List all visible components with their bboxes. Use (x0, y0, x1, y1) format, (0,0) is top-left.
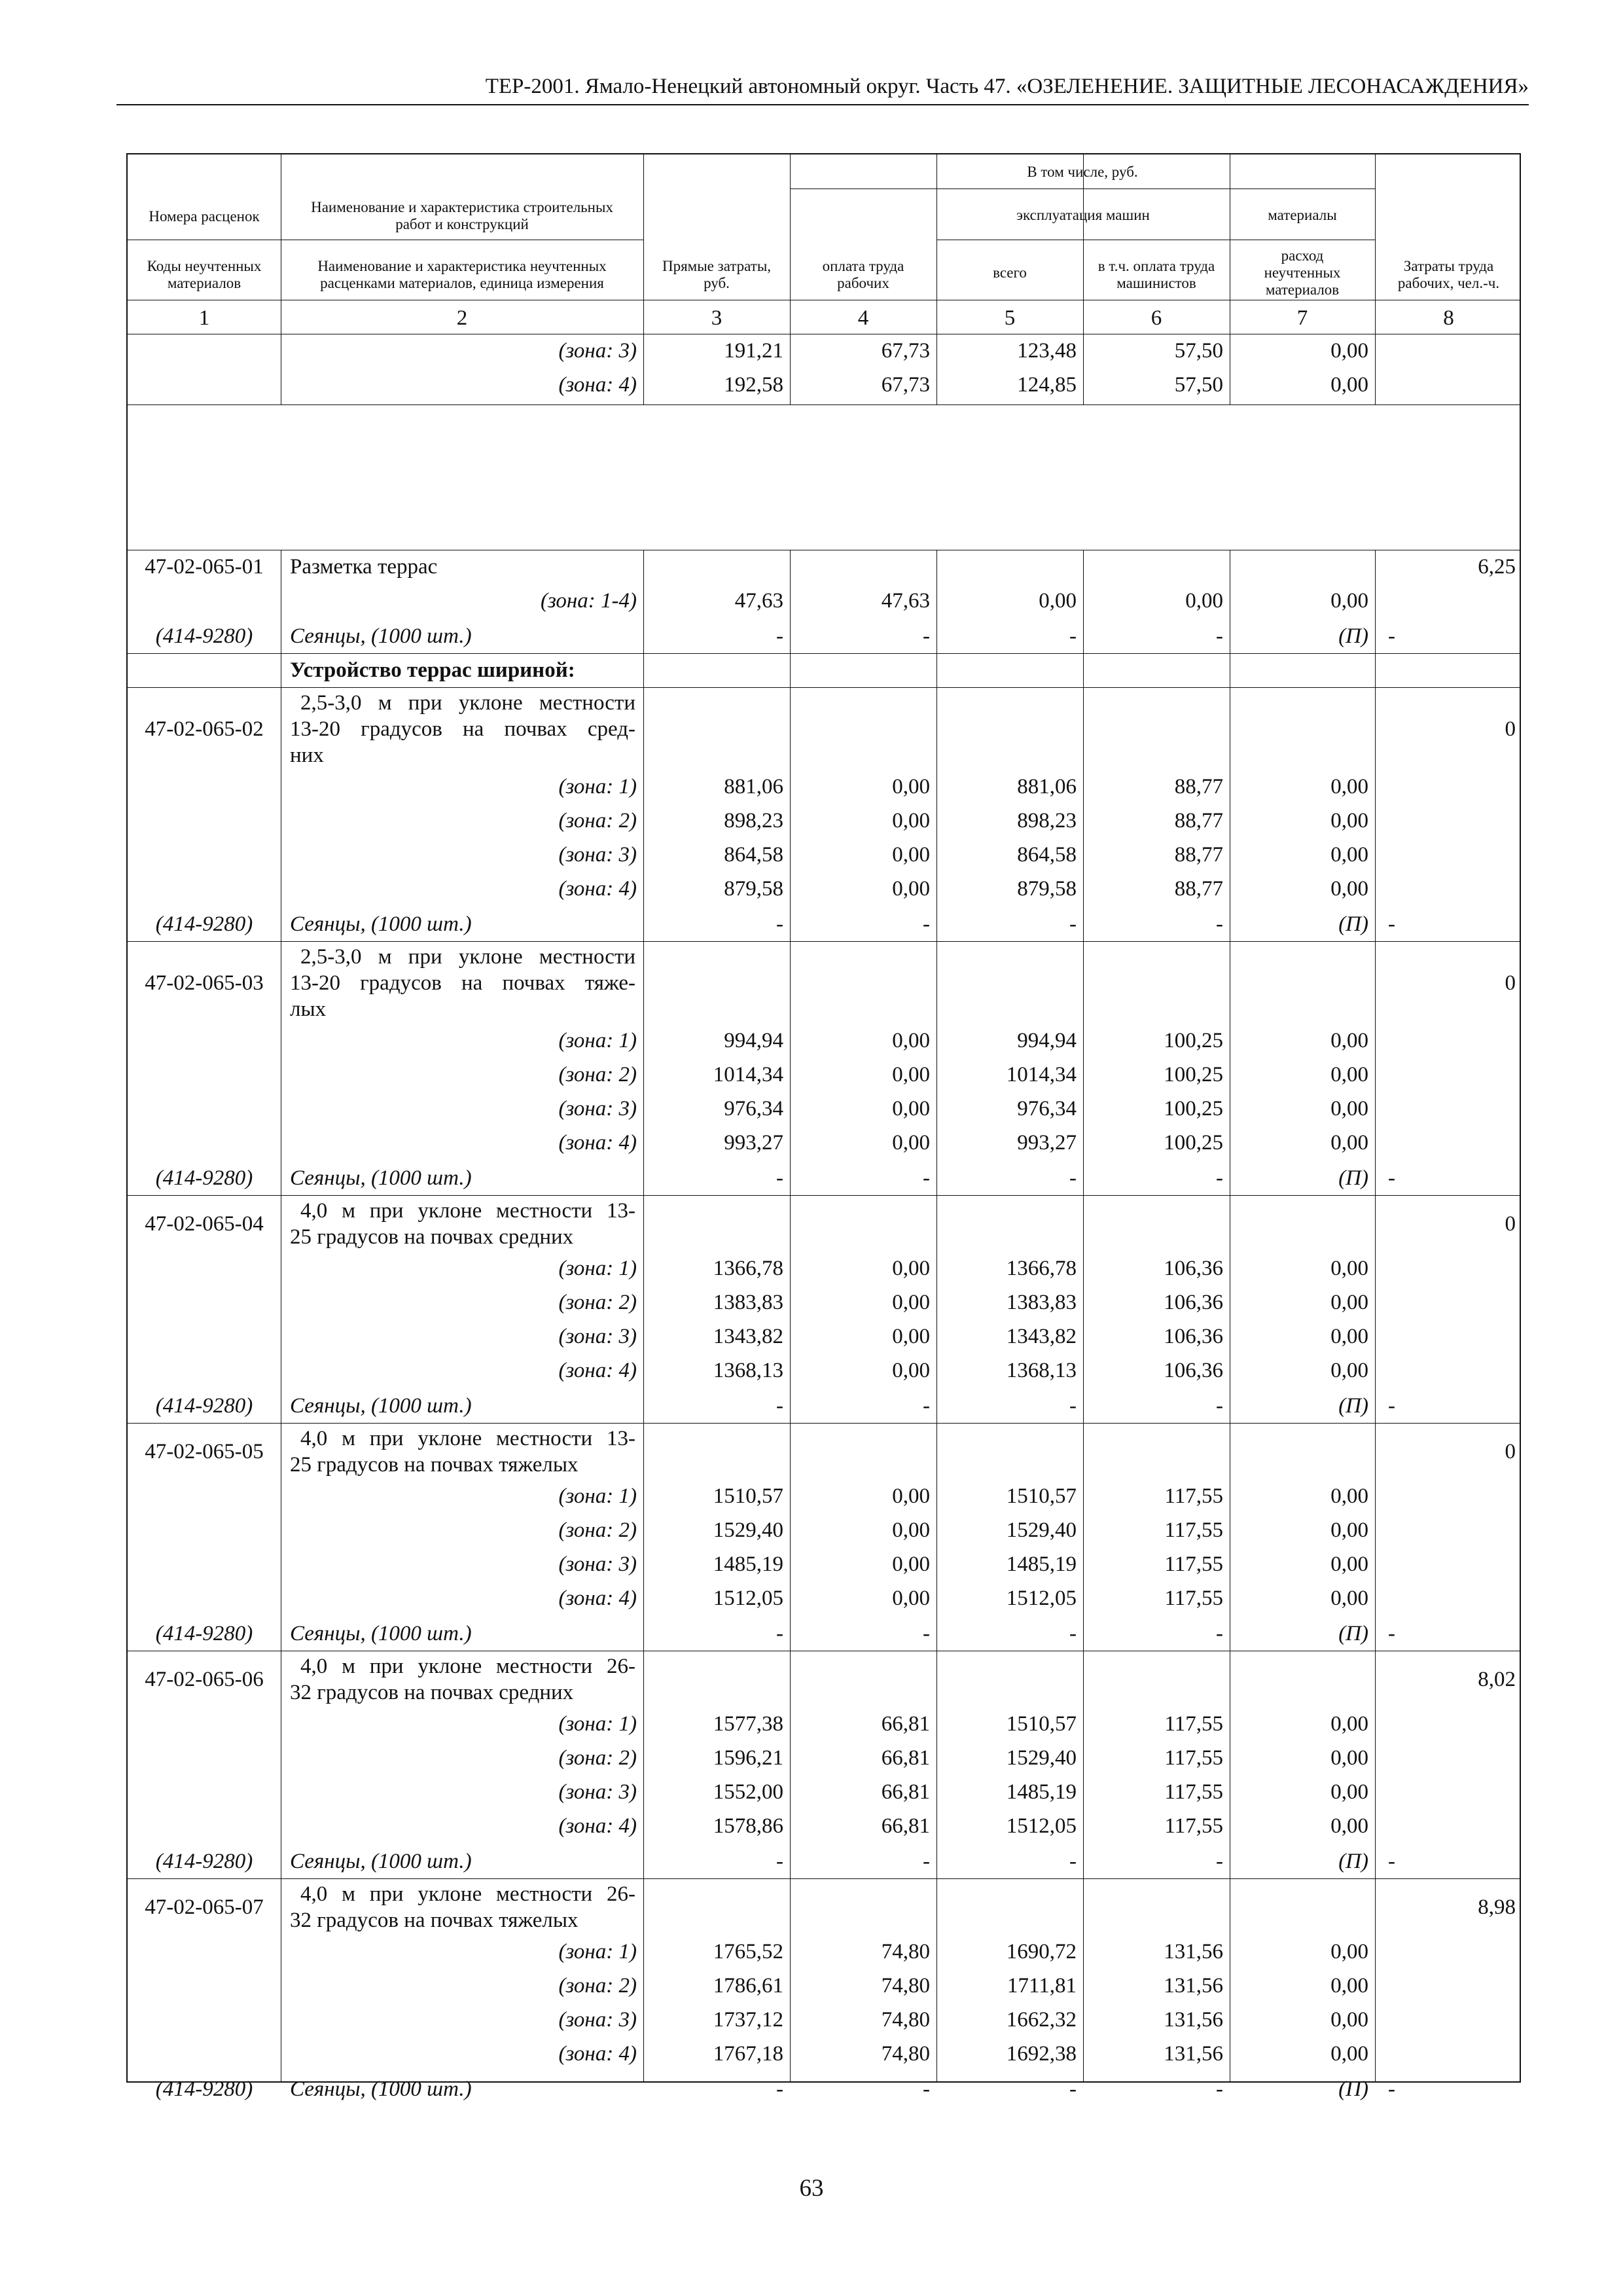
rate-code: 47-02-065-05 (145, 1440, 264, 1463)
value-cell: 117,55 (1164, 1518, 1223, 1542)
value-cell: 1711,81 (1007, 1974, 1077, 1998)
group-header-rule (790, 188, 1375, 189)
value-cell: 1510,57 (713, 1484, 783, 1508)
value-cell: 117,55 (1164, 1780, 1223, 1804)
value-cell: 66,81 (881, 1712, 930, 1736)
labor-value: 6,25 (1478, 555, 1516, 579)
material-dash: - (1216, 1850, 1223, 1873)
row-rule (128, 1423, 1520, 1424)
labor-value: 0 (1505, 717, 1516, 741)
labor-dash: - (1388, 1622, 1395, 1645)
material-dash: - (776, 912, 783, 936)
value-cell: 0,00 (892, 877, 930, 901)
value-cell: 1662,32 (1006, 2008, 1077, 2032)
colnum-2: 2 (456, 306, 468, 330)
value-cell: 66,81 (881, 1746, 930, 1770)
col4-header: оплата труда рабочих (822, 258, 904, 291)
value-cell: 57,50 (1174, 373, 1223, 397)
value-cell: 88,77 (1174, 775, 1223, 798)
zone-label: (зона: 1) (558, 1484, 637, 1508)
value-cell: 0,00 (892, 843, 930, 867)
material-name: Сеянцы, (1000 шт.) (290, 912, 472, 936)
colnum-3: 3 (711, 306, 722, 330)
material-code: (414-9280) (155, 912, 253, 936)
material-note: (П) (1338, 2077, 1368, 2101)
value-cell: 0,00 (892, 1552, 930, 1576)
value-cell: 66,81 (881, 1814, 930, 1838)
material-dash: - (1069, 1394, 1077, 1418)
material-dash: - (776, 1394, 783, 1418)
value-cell: 0,00 (1330, 1518, 1368, 1542)
material-dash: - (923, 1622, 930, 1645)
value-cell: 1512,05 (713, 1587, 783, 1610)
value-cell: 0,00 (1330, 843, 1368, 867)
value-cell: 0,00 (1330, 1291, 1368, 1314)
item-description-line: 4,0 м при уклоне местности 26- (300, 1882, 635, 1906)
value-cell: 47,63 (881, 589, 930, 613)
row-rule (128, 653, 1520, 654)
material-dash: - (1069, 1166, 1077, 1190)
colnum-8: 8 (1443, 306, 1454, 330)
value-cell: 0,00 (1330, 373, 1368, 397)
material-name: Сеянцы, (1000 шт.) (290, 2077, 472, 2101)
labor-dash: - (1388, 2077, 1395, 2101)
item-description-line: 4,0 м при уклоне местности 13- (300, 1427, 635, 1450)
item-description-line: них (290, 744, 324, 767)
value-cell: 1512,05 (1006, 1587, 1077, 1610)
value-cell: 976,34 (724, 1097, 783, 1121)
labor-dash: - (1388, 912, 1395, 936)
value-cell: 117,55 (1164, 1712, 1223, 1736)
value-cell: 1786,61 (713, 1974, 783, 1998)
material-dash: - (1216, 912, 1223, 936)
col5-header: всего (993, 264, 1027, 281)
value-cell: 0,00 (1330, 1257, 1368, 1280)
value-cell: 131,56 (1164, 2042, 1223, 2066)
value-cell: 106,36 (1164, 1257, 1223, 1280)
material-name: Сеянцы, (1000 шт.) (290, 1622, 472, 1645)
rate-code: 47-02-065-06 (145, 1668, 264, 1691)
value-cell: 0,00 (1330, 589, 1368, 613)
value-cell: 131,56 (1164, 2008, 1223, 2032)
value-cell: 0,00 (1330, 339, 1368, 363)
value-cell: 1512,05 (1006, 1814, 1077, 1838)
material-dash: - (776, 1166, 783, 1190)
value-cell: 1529,40 (713, 1518, 783, 1542)
value-cell: 1368,13 (1006, 1359, 1077, 1382)
value-cell: 47,63 (734, 589, 783, 613)
value-cell: 1552,00 (713, 1780, 783, 1804)
value-cell: 117,55 (1164, 1484, 1223, 1508)
row-rule (128, 1195, 1520, 1196)
value-cell: 0,00 (1330, 1063, 1368, 1086)
value-cell: 0,00 (892, 809, 930, 833)
value-cell: 1690,72 (1006, 1940, 1077, 1964)
zone-label: (зона: 4) (558, 1587, 637, 1610)
zone-label: (зона: 3) (558, 1552, 637, 1576)
zone-label: (зона: 1) (558, 1712, 637, 1736)
value-cell: 74,80 (881, 2008, 930, 2032)
material-dash: - (1069, 1850, 1077, 1873)
colnum-4: 4 (857, 306, 869, 330)
value-cell: 1014,34 (1006, 1063, 1077, 1086)
zone-label: (зона: 2) (558, 1974, 637, 1998)
zone-label: (зона: 2) (558, 1746, 637, 1770)
zone-label: (зона: 4) (558, 373, 637, 397)
item-description-line: 25 градусов на почвах средних (290, 1225, 574, 1249)
value-cell: 1383,83 (713, 1291, 783, 1314)
material-dash: - (1216, 1166, 1223, 1190)
labor-value: 0 (1505, 971, 1516, 995)
row-rule (128, 687, 1520, 688)
material-note: (П) (1338, 912, 1368, 936)
labor-value: 8,98 (1478, 1895, 1516, 1919)
material-dash: - (776, 1850, 783, 1873)
zone-label: (зона: 3) (558, 1325, 637, 1348)
item-description-line: 13-20 градусов на почвах сред- (290, 717, 635, 741)
value-cell: 1767,18 (713, 2042, 783, 2066)
material-dash: - (923, 1166, 930, 1190)
value-cell: 0,00 (1185, 589, 1223, 613)
col3-header: Прямые затраты, руб. (662, 258, 772, 291)
value-cell: 1343,82 (1006, 1325, 1077, 1348)
material-code: (414-9280) (155, 1850, 253, 1873)
material-name: Сеянцы, (1000 шт.) (290, 1166, 472, 1190)
group-header: В том числе, руб. (1027, 164, 1138, 180)
zone-label: (зона: 3) (558, 2008, 637, 2032)
value-cell: 131,56 (1164, 1940, 1223, 1964)
material-note: (П) (1338, 1622, 1368, 1645)
value-cell: 100,25 (1164, 1063, 1223, 1086)
value-cell: 1014,34 (713, 1063, 783, 1086)
page-number: 63 (799, 2175, 824, 2202)
value-cell: 67,73 (881, 339, 930, 363)
value-cell: 1692,38 (1006, 2042, 1077, 2066)
colnum-7: 7 (1296, 306, 1308, 330)
value-cell: 0,00 (1330, 1325, 1368, 1348)
value-cell: 1510,57 (1006, 1484, 1077, 1508)
value-cell: 131,56 (1164, 1974, 1223, 1998)
labor-value: 8,02 (1478, 1668, 1516, 1691)
value-cell: 1510,57 (1006, 1712, 1077, 1736)
value-cell: 879,58 (1017, 877, 1077, 901)
zone-label: (зона: 3) (558, 843, 637, 867)
value-cell: 0,00 (1330, 2008, 1368, 2032)
value-cell: 1485,19 (1006, 1552, 1077, 1576)
section-band-top-rule (128, 404, 1520, 405)
material-dash: - (923, 912, 930, 936)
value-cell: 1368,13 (713, 1359, 783, 1382)
value-cell: 74,80 (881, 1974, 930, 1998)
material-code: (414-9280) (155, 1622, 253, 1645)
zone-label: (зона: 1) (558, 775, 637, 798)
value-cell: 0,00 (1330, 1712, 1368, 1736)
col8-header: Затраты труда рабочих, чел.-ч. (1397, 258, 1500, 291)
zone-label: (зона: 4) (558, 1814, 637, 1838)
value-cell: 0,00 (1330, 1814, 1368, 1838)
material-code: (414-9280) (155, 624, 253, 648)
value-cell: 0,00 (1330, 1587, 1368, 1610)
item-description-line: 2,5-3,0 м при уклоне местности (300, 945, 635, 969)
value-cell: 74,80 (881, 1940, 930, 1964)
material-dash: - (1216, 1622, 1223, 1645)
zone-label: (зона: 4) (558, 877, 637, 901)
value-cell: 106,36 (1164, 1359, 1223, 1382)
rate-code: 47-02-065-02 (145, 717, 264, 741)
colnum-5: 5 (1004, 306, 1016, 330)
value-cell: 0,00 (1330, 1552, 1368, 1576)
value-cell: 1578,86 (713, 1814, 783, 1838)
value-cell: 0,00 (1330, 1780, 1368, 1804)
zone-label: (зона: 3) (558, 339, 637, 363)
value-cell: 0,00 (1330, 1746, 1368, 1770)
value-cell: 123,48 (1017, 339, 1077, 363)
row-rule (128, 1878, 1520, 1879)
header-rule (116, 104, 1529, 105)
value-cell: 0,00 (1330, 1029, 1368, 1052)
material-dash: - (923, 2077, 930, 2101)
value-cell: 88,77 (1174, 843, 1223, 867)
value-cell: 117,55 (1164, 1814, 1223, 1838)
material-name: Сеянцы, (1000 шт.) (290, 1850, 472, 1873)
value-cell: 88,77 (1174, 877, 1223, 901)
value-cell: 57,50 (1174, 339, 1223, 363)
value-cell: 100,25 (1164, 1131, 1223, 1155)
rate-code: 47-02-065-03 (145, 971, 264, 995)
value-cell: 993,27 (724, 1131, 783, 1155)
value-cell: 192,58 (724, 373, 783, 397)
item-description-line: 2,5-3,0 м при уклоне местности (300, 691, 635, 715)
value-cell: 993,27 (1017, 1131, 1077, 1155)
value-cell: 864,58 (724, 843, 783, 867)
value-cell: 0,00 (1330, 1974, 1368, 1998)
material-note: (П) (1338, 624, 1368, 648)
col6-header: в т.ч. оплата труда машинистов (1097, 258, 1215, 291)
value-cell: 0,00 (892, 1029, 930, 1052)
rates-table (126, 153, 1521, 2101)
value-cell: 994,94 (1017, 1029, 1077, 1052)
labor-dash: - (1388, 1394, 1395, 1418)
row-rule (128, 941, 1520, 942)
labor-value: 0 (1505, 1440, 1516, 1463)
value-cell: 0,00 (892, 1325, 930, 1348)
value-cell: 1596,21 (713, 1746, 783, 1770)
value-cell: 191,21 (724, 339, 783, 363)
zone-label: (зона: 1-4) (540, 589, 637, 613)
value-cell: 0,00 (1330, 1484, 1368, 1508)
item-description-line: 4,0 м при уклоне местности 13- (300, 1199, 635, 1223)
material-dash: - (776, 624, 783, 648)
value-cell: 0,00 (892, 1291, 930, 1314)
value-cell: 1485,19 (1006, 1780, 1077, 1804)
material-dash: - (1069, 912, 1077, 936)
value-cell: 0,00 (892, 1484, 930, 1508)
value-cell: 0,00 (892, 1587, 930, 1610)
rate-code: 47-02-065-04 (145, 1212, 264, 1236)
value-cell: 1343,82 (713, 1325, 783, 1348)
value-cell: 0,00 (892, 1359, 930, 1382)
col1-top-header: Номера расценок (149, 208, 260, 224)
value-cell: 100,25 (1164, 1097, 1223, 1121)
value-cell: 67,73 (881, 373, 930, 397)
value-cell: 898,23 (1017, 809, 1077, 833)
value-cell: 0,00 (1330, 809, 1368, 833)
value-cell: 124,85 (1017, 373, 1077, 397)
material-note: (П) (1338, 1166, 1368, 1190)
value-cell: 976,34 (1017, 1097, 1077, 1121)
zone-label: (зона: 1) (558, 1940, 637, 1964)
value-cell: 1529,40 (1006, 1518, 1077, 1542)
value-cell: 0,00 (1039, 589, 1077, 613)
value-cell: 0,00 (892, 1097, 930, 1121)
zone-label: (зона: 3) (558, 1097, 637, 1121)
value-cell: 0,00 (1330, 1359, 1368, 1382)
value-cell: 117,55 (1164, 1746, 1223, 1770)
value-cell: 1529,40 (1006, 1746, 1077, 1770)
material-dash: - (1069, 1622, 1077, 1645)
value-cell: 1383,83 (1006, 1291, 1077, 1314)
material-name: Сеянцы, (1000 шт.) (290, 624, 472, 648)
material-dash: - (1069, 624, 1077, 648)
material-note: (П) (1338, 1394, 1368, 1418)
material-code: (414-9280) (155, 1394, 253, 1418)
value-cell: 0,00 (892, 775, 930, 798)
item-description-line: 13-20 градусов на почвах тяже- (290, 971, 635, 995)
value-cell: 106,36 (1164, 1325, 1223, 1348)
item-description-line: 25 градусов на почвах тяжелых (290, 1453, 579, 1477)
material-dash: - (776, 1622, 783, 1645)
material-dash: - (1216, 624, 1223, 648)
zone-label: (зона: 4) (558, 1359, 637, 1382)
value-cell: 898,23 (724, 809, 783, 833)
value-cell: 879,58 (724, 877, 783, 901)
group-heading: Устройство террас шириной: (290, 658, 575, 682)
value-cell: 881,06 (724, 775, 783, 798)
material-dash: - (1216, 2077, 1223, 2101)
col7-header: расход неучтенных материалов (1264, 247, 1341, 298)
material-dash: - (1216, 1394, 1223, 1418)
value-cell: 1366,78 (1006, 1257, 1077, 1280)
zone-label: (зона: 2) (558, 1291, 637, 1314)
value-cell: 0,00 (1330, 1097, 1368, 1121)
zone-label: (зона: 2) (558, 1518, 637, 1542)
material-name: Сеянцы, (1000 шт.) (290, 1394, 472, 1418)
value-cell: 106,36 (1164, 1291, 1223, 1314)
value-cell: 0,00 (1330, 1131, 1368, 1155)
value-cell: 0,00 (1330, 2042, 1368, 2066)
zone-label: (зона: 2) (558, 1063, 637, 1086)
band-background (129, 404, 1518, 550)
material-dash: - (1069, 2077, 1077, 2101)
value-cell: 0,00 (892, 1518, 930, 1542)
value-cell: 117,55 (1164, 1552, 1223, 1576)
value-cell: 0,00 (1330, 1940, 1368, 1964)
col1-bottom-header: Коды неучтенных материалов (147, 258, 262, 291)
value-cell: 1737,12 (713, 2008, 783, 2032)
value-cell: 66,81 (881, 1780, 930, 1804)
labor-dash: - (1388, 1166, 1395, 1190)
rate-code: 47-02-065-01 (145, 555, 264, 579)
material-dash: - (923, 624, 930, 648)
value-cell: 1366,78 (713, 1257, 783, 1280)
zone-label: (зона: 3) (558, 1780, 637, 1804)
value-cell: 1485,19 (713, 1552, 783, 1576)
value-cell: 74,80 (881, 2042, 930, 2066)
machines-header: эксплуатация машин (1016, 207, 1150, 223)
zone-label: (зона: 1) (558, 1257, 637, 1280)
material-code: (414-9280) (155, 1166, 253, 1190)
value-cell: 117,55 (1164, 1587, 1223, 1610)
value-cell: 0,00 (1330, 877, 1368, 901)
value-cell: 88,77 (1174, 809, 1223, 833)
item-description-line: 4,0 м при уклоне местности 26- (300, 1655, 635, 1678)
colnum-6: 6 (1150, 306, 1162, 330)
item-description-line: 32 градусов на почвах средних (290, 1681, 574, 1704)
material-dash: - (923, 1850, 930, 1873)
labor-dash: - (1388, 1850, 1395, 1873)
value-cell: 864,58 (1017, 843, 1077, 867)
item-name: Разметка террас (290, 555, 438, 579)
item-description-line: лых (290, 997, 327, 1021)
value-cell: 994,94 (724, 1029, 783, 1052)
labor-value: 0 (1505, 1212, 1516, 1236)
colnum-1: 1 (198, 306, 210, 330)
material-dash: - (923, 1394, 930, 1418)
value-cell: 0,00 (1330, 775, 1368, 798)
zone-label: (зона: 4) (558, 1131, 637, 1155)
material-note: (П) (1338, 1850, 1368, 1873)
value-cell: 0,00 (892, 1257, 930, 1280)
value-cell: 881,06 (1017, 775, 1077, 798)
zone-label: (зона: 2) (558, 809, 637, 833)
zone-label: (зона: 1) (558, 1029, 637, 1052)
rate-code: 47-02-065-07 (145, 1895, 264, 1919)
running-header: ТЕР-2001. Ямало-Ненецкий автономный округ. Часть 47. «ОЗЕЛЕНЕНИЕ. ЗАЩИТНЫЕ ЛЕСОНАСАЖДЕНИЯ» (485, 75, 1529, 98)
material-dash: - (776, 2077, 783, 2101)
materials-header: материалы (1268, 207, 1337, 223)
material-code: (414-9280) (155, 2077, 253, 2101)
item-description-line: 32 градусов на почвах тяжелых (290, 1909, 579, 1932)
value-cell: 1577,38 (713, 1712, 783, 1736)
value-cell: 0,00 (892, 1063, 930, 1086)
value-cell: 100,25 (1164, 1029, 1223, 1052)
value-cell: 1765,52 (713, 1940, 783, 1964)
labor-dash: - (1388, 624, 1395, 648)
value-cell: 0,00 (892, 1131, 930, 1155)
col2-top-header: Наименование и характеристика строительных работ и конструкций (311, 199, 613, 232)
col2-bottom-header: Наименование и характеристика неучтенных расценками материалов, единица измерения (317, 258, 607, 291)
zone-label: (зона: 4) (558, 2042, 637, 2066)
